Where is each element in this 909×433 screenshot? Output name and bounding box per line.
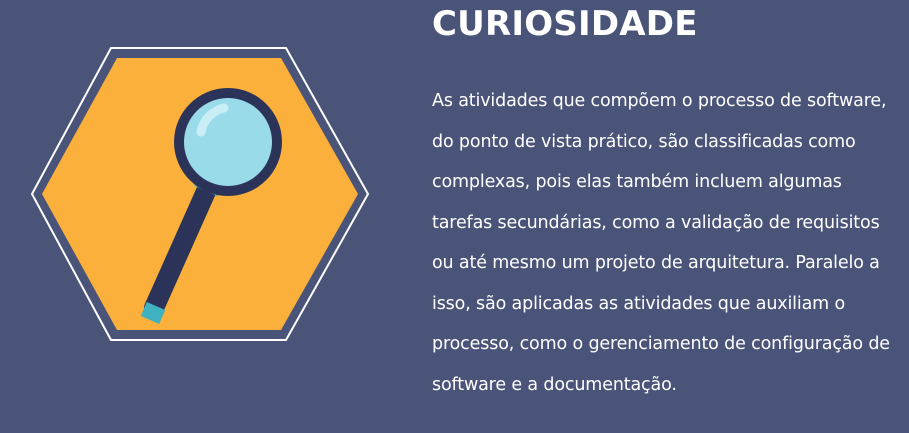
section-title: CURIOSIDADE xyxy=(432,4,698,44)
section-body: As atividades que compõem o processo de software, do ponto de vista prático, são classificadas como complexas, pois elas também incluem algumas tarefas secundárias, como a validação de requisitos ou até mesmo um projeto de arquitetura. Paralelo a isso, são aplicadas as atividades que auxiliam o processo, como o gerenciamento de configuração de software e a documentação. xyxy=(432,91,890,395)
magnifying-glass-icon xyxy=(28,44,372,344)
magnifier-handle-tip xyxy=(150,306,156,320)
magnifier-lens xyxy=(184,98,272,186)
hexagon-illustration xyxy=(28,44,372,344)
text-content xyxy=(432,0,902,405)
